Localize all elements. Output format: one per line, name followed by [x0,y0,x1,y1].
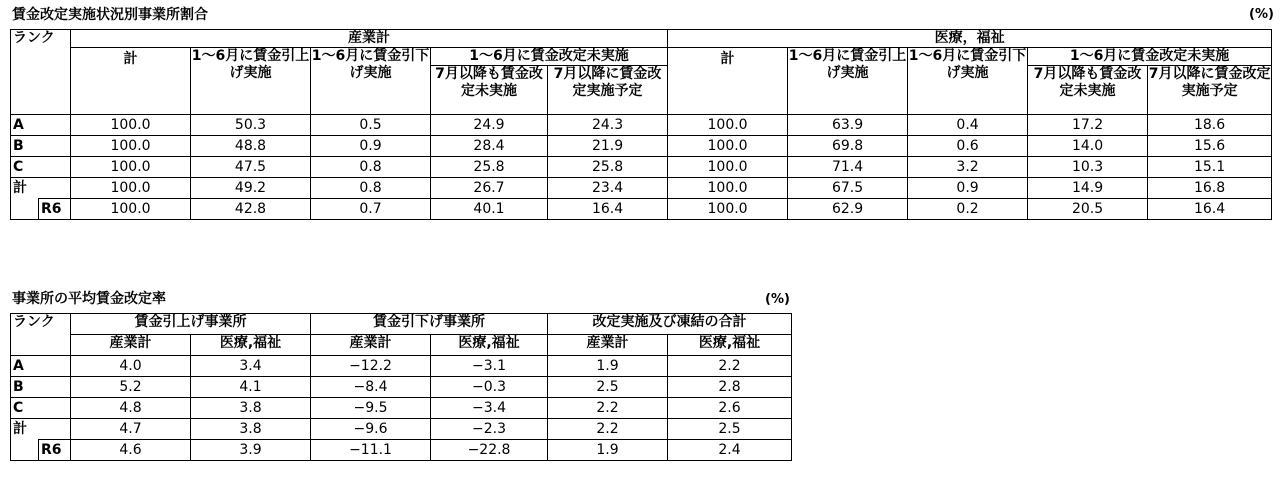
group-header-raise: 賃金引上げ事業所 [71,314,311,335]
average-wage-revision-rate-table [10,313,792,461]
rank-label: R6 [39,440,71,461]
table-cell: 1.9 [548,356,668,377]
table-cell: 42.8 [191,199,311,220]
table-row [11,157,1272,178]
rank-header: ランク [11,314,71,356]
col-raise: 1～6月に賃金引上げ実施 [191,48,311,115]
col-total: 計 [668,48,788,115]
table-cell: 0.4 [908,115,1028,136]
table-cell: 100.0 [668,115,788,136]
table-cell: 16.4 [1148,199,1272,220]
subcol-medical-welfare: 医療,福祉 [191,335,311,356]
table-cell: 15.1 [1148,157,1272,178]
table-row [11,115,1272,136]
rank-label: B [11,377,71,398]
table-cell: 71.4 [788,157,908,178]
rank-label: C [11,157,71,178]
table-cell: 100.0 [71,178,191,199]
table1-unit: (%) [1249,7,1274,22]
table-cell: 1.9 [548,440,668,461]
rank-label: 計 [11,178,71,199]
table-cell: −0.3 [431,377,548,398]
wage-revision-status-table [10,29,1272,220]
table-cell: 69.8 [788,136,908,157]
table-cell: 5.2 [71,377,191,398]
table-cell: 24.9 [431,115,548,136]
table-cell: 100.0 [668,199,788,220]
table-cell: 40.1 [431,199,548,220]
group-header-cut: 賃金引下げ事業所 [311,314,548,335]
table-cell: 16.8 [1148,178,1272,199]
table-cell: 100.0 [668,178,788,199]
table-cell: 2.6 [668,398,792,419]
table-cell: 20.5 [1028,199,1148,220]
col-not-revised: 1～6月に賃金改定未実施 [1028,48,1272,66]
table-cell: 2.2 [548,398,668,419]
rank-label: R6 [39,199,71,220]
table-cell: 2.5 [548,377,668,398]
table-cell: 18.6 [1148,115,1272,136]
table-row [11,136,1272,157]
col-not-revised-after-july: 7月以降も賃金改定未実施 [431,66,548,115]
subcol-medical-welfare: 医療,福祉 [431,335,548,356]
table-cell: 2.4 [668,440,792,461]
table-cell: 23.4 [548,178,668,199]
group-header-medical-welfare: 医療，福祉 [668,30,1272,48]
subcol-medical-welfare: 医療,福祉 [668,335,792,356]
table-cell: 2.5 [668,419,792,440]
table-cell: 0.8 [311,178,431,199]
group-header-all-industries: 産業計 [71,30,668,48]
table-cell: 63.9 [788,115,908,136]
table-cell: 100.0 [71,136,191,157]
table-cell: 47.5 [191,157,311,178]
col-planned-after-july: 7月以降に賃金改定実施予定 [548,66,668,115]
table-cell: −9.5 [311,398,431,419]
table-cell: −2.3 [431,419,548,440]
table-cell: 67.5 [788,178,908,199]
table-cell: −22.8 [431,440,548,461]
table-row [11,356,792,377]
table-cell: 48.8 [191,136,311,157]
table-cell: 0.8 [311,157,431,178]
table-cell: 0.2 [908,199,1028,220]
table-cell: 49.2 [191,178,311,199]
table-cell: 0.9 [311,136,431,157]
table-cell: 24.3 [548,115,668,136]
table-cell: 21.9 [548,136,668,157]
table-cell: 50.3 [191,115,311,136]
table-cell: 3.4 [191,356,311,377]
table-cell: 100.0 [71,157,191,178]
table-cell: 10.3 [1028,157,1148,178]
table-cell: 4.0 [71,356,191,377]
group-header-total: 改定実施及び凍結の合計 [548,314,792,335]
subcol-all-industries: 産業計 [311,335,431,356]
col-cut: 1～6月に賃金引下げ実施 [311,48,431,115]
table-row [11,178,1272,199]
table-cell: −3.4 [431,398,548,419]
table-cell: 15.6 [1148,136,1272,157]
col-not-revised-after-july: 7月以降も賃金改定未実施 [1028,66,1148,115]
table-cell: 14.9 [1028,178,1148,199]
table-cell: 2.2 [548,419,668,440]
table-cell: 62.9 [788,199,908,220]
table-cell: 0.7 [311,199,431,220]
table-cell: 4.8 [71,398,191,419]
table-cell: 16.4 [548,199,668,220]
table-row [11,419,792,440]
table-row [11,377,792,398]
table-cell: 0.5 [311,115,431,136]
rank-label: 計 [11,419,71,440]
table-cell: 100.0 [71,115,191,136]
table-cell: −8.4 [311,377,431,398]
table-cell: 100.0 [668,157,788,178]
col-total: 計 [71,48,191,115]
subcol-all-industries: 産業計 [71,335,191,356]
table2-unit: (%) [765,292,790,307]
table-cell: 26.7 [431,178,548,199]
table-cell: −3.1 [431,356,548,377]
rank-header: ランク [11,30,71,115]
table-cell: 3.2 [908,157,1028,178]
col-planned-after-july: 7月以降に賃金改定実施予定 [1148,66,1272,115]
col-raise: 1～6月に賃金引上げ実施 [788,48,908,115]
table-cell: 100.0 [668,136,788,157]
table-cell: 2.2 [668,356,792,377]
table-cell: 3.9 [191,440,311,461]
table-row [11,199,1272,220]
table-cell: 25.8 [548,157,668,178]
table-row [11,440,792,461]
table-cell: −9.6 [311,419,431,440]
table-cell: 0.6 [908,136,1028,157]
table-cell: 4.1 [191,377,311,398]
table-cell: 3.8 [191,419,311,440]
table-cell: 2.8 [668,377,792,398]
rank-label: B [11,136,71,157]
table-cell: 4.7 [71,419,191,440]
rank-indent [11,199,39,220]
table-cell: 0.9 [908,178,1028,199]
table-cell: 17.2 [1028,115,1148,136]
rank-label: A [11,115,71,136]
table-cell: 14.0 [1028,136,1148,157]
table-row [11,398,792,419]
table-cell: 100.0 [71,199,191,220]
rank-label: A [11,356,71,377]
table2-title: 事業所の平均賃金改定率 [12,291,166,307]
table-cell: 4.6 [71,440,191,461]
table-cell: −12.2 [311,356,431,377]
table1-title: 賃金改定実施状況別事業所割合 [12,7,208,23]
table-cell: 3.8 [191,398,311,419]
col-cut: 1～6月に賃金引下げ実施 [908,48,1028,115]
subcol-all-industries: 産業計 [548,335,668,356]
table-cell: −11.1 [311,440,431,461]
rank-indent [11,440,39,461]
col-not-revised: 1～6月に賃金改定未実施 [431,48,668,66]
table-cell: 25.8 [431,157,548,178]
table-cell: 28.4 [431,136,548,157]
rank-label: C [11,398,71,419]
